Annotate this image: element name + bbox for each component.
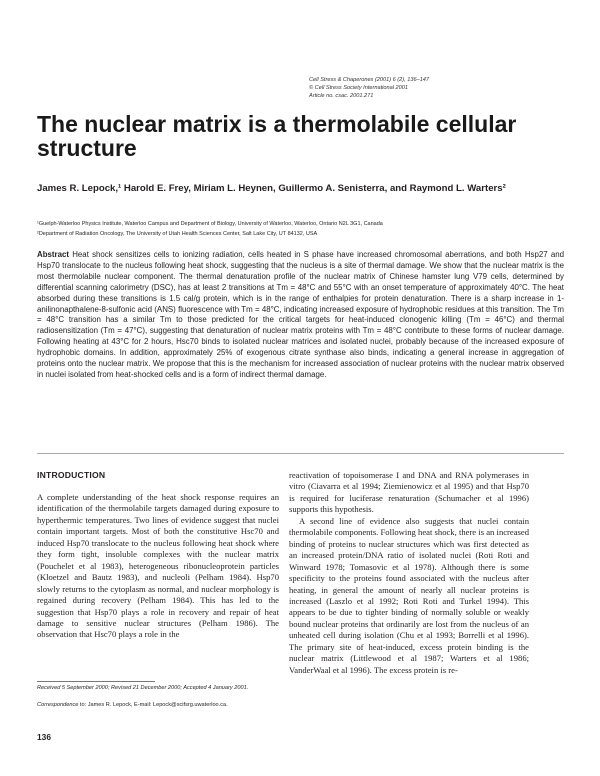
affiliations: [37, 220, 557, 239]
introduction-heading: INTRODUCTION: [37, 470, 106, 480]
intro-paragraph-2: A second line of evidence also suggests that nuclei contain thermolabile components. Following heat shock, there is an increased binding of proteins to nuclear structures which was first detected as an increased protein/DNA ratio of isolated nuclei (Roti Roti and Winward 1978; Tomasovic et al 1978). Although there is some specificity to the proteins found associated with the nucleus after heating, in general the amount of nearly all nuclear proteins is increased (Laszlo et al 1992; Roti Roti and Turkel 1994). This appears to be due to tighter binding of normally soluble or weakly bound nuclear proteins that ordinarily are lost from the nucleus of an unheated cell during isolation (Chu et al 1993; Borrelli et al 1996). The primary site of heat-induced, excess protein binding is the nuclear matrix (Littlewood et al 1987; Warters et al 1986; VanderWaal et al 1996). The excess protein is re-: [289, 515, 529, 675]
left-column: [37, 492, 279, 641]
affiliation-1: ¹Guelph-Waterloo Physics Institute, Waterloo Campus and Department of Biology, University of Waterloo, Waterloo, Ontario N2L 3G1, Canada: [37, 221, 383, 227]
received-dates: Received 5 September 2000; Revised 21 December 2000; Accepted 4 January 2001.: [37, 685, 249, 691]
correspondence-label: Correspondence: [37, 702, 79, 708]
right-column: [289, 470, 529, 676]
footnote-divider: [37, 681, 155, 682]
correspondence-note: [37, 701, 282, 709]
abstract-label: Abstract: [37, 250, 70, 259]
affiliation-2: ²Department of Radiation Oncology, The University of Utah Health Sciences Center, Salt Lake City, UT 84132, USA: [37, 230, 318, 237]
journal-copyright: © Cell Stress Society International 2001: [309, 85, 408, 91]
page-number: 136: [37, 732, 51, 742]
paper-title: The nuclear matrix is a thermolabile cellular structure: [37, 111, 517, 161]
intro-paragraph-continued: reactivation of topoisomerase I and DNA and RNA polymerases in vitro (Ciavarra et al 1994; Ziemienowicz et al 1995) and that Hsp70 is required for luciferase renaturation (Schumacher et al 1996) supports this hypothesis.: [289, 470, 529, 515]
author-list: James R. Lepock,¹ Harold E. Frey, Miriam L. Heynen, Guillermo A. Senisterra, and Raymond L. Warters²: [37, 183, 506, 194]
abstract: [37, 250, 564, 381]
journal-article-no: Article no. csac. 2001.271: [309, 93, 374, 99]
correspondence-text: to: James R. Lepock, E-mail: Lepock@scifsrg.uwaterloo.ca.: [79, 702, 228, 708]
intro-paragraph-1: A complete understanding of the heat shock response requires an identification of the thermolabile targets damaged during exposure to hyperthermic temperatures. Two lines of evidence suggest that nuclei contain important targets. Most of both the constitutive Hsc70 and induced Hsp70 translocate to the nucleus following heat shock where they form tight, insoluble complexes with the nuclear matrix (Pouchelet et al 1983), heterogeneous ribonucleoprotein particles (Kloetzel and Bautz 1983), and nucleoli (Pelham 1984). Hsp70 slowly returns to the cytoplasm as normal, and nuclear morphology is regained during recovery (Pelham 1984). This has led to the suggestion that Hsp70 plays a role in recovery and repair of heat damage to sensitive nuclear structures (Pelham 1986). The observation that Hsc70 plays a role in the: [37, 492, 279, 640]
journal-citation: Cell Stress & Chaperones (2001) 6 (2), 136–147: [309, 77, 430, 83]
journal-info: [309, 76, 529, 100]
abstract-text: Heat shock sensitizes cells to ionizing radiation, cells heated in S phase have increased chromosomal aberrations, and both Hsp27 and Hsp70 translocate to the nucleus following heat shock, suggesting that the nucleus is a site of thermal damage. We show that the nuclear matrix is the most thermolabile nuclear component. The thermal denaturation profile of the nuclear matrix of Chinese hamster lung V79 cells, determined by differential scanning calorimetry (DSC), has at least 2 transitions at Tm = 48°C and 55°C with an onset temperature of approximately 40°C. The heat absorbed during these transitions is 1.5 cal/g protein, which is in the range of enthalpies for protein denaturation. There is a sharp increase in 1-anilinonapthalene-8-sulfonic acid (ANS) fluorescence with Tm = 48°C, indicating increased exposure of hydrophobic residues at this transition. The Tm = 48°C transition has a similar Tm to those predicted for the critical targets for heat-induced clonogenic killing (Tm = 46°C) and thermal radiosensitization (Tm = 47°C), suggesting that denaturation of nuclear matrix proteins with Tm = 48°C contribute to these forms of nuclear damage. Following heating at 43°C for 2 hours, Hsc70 binds to isolated nuclear matrices and isolated nuclei, probably because of the increased exposure of hydrophobic domains. In addition, approximately 25% of exogenous citrate synthase also binds, indicating a general increase in aggregation of proteins onto the nuclear matrix. We propose that this is the mechanism for increased association of nuclear proteins with the nuclear matrix observed in nuclei isolated from heat-shocked cells and is a form of indirect thermal damage.: [37, 250, 564, 379]
section-divider: [37, 453, 564, 454]
